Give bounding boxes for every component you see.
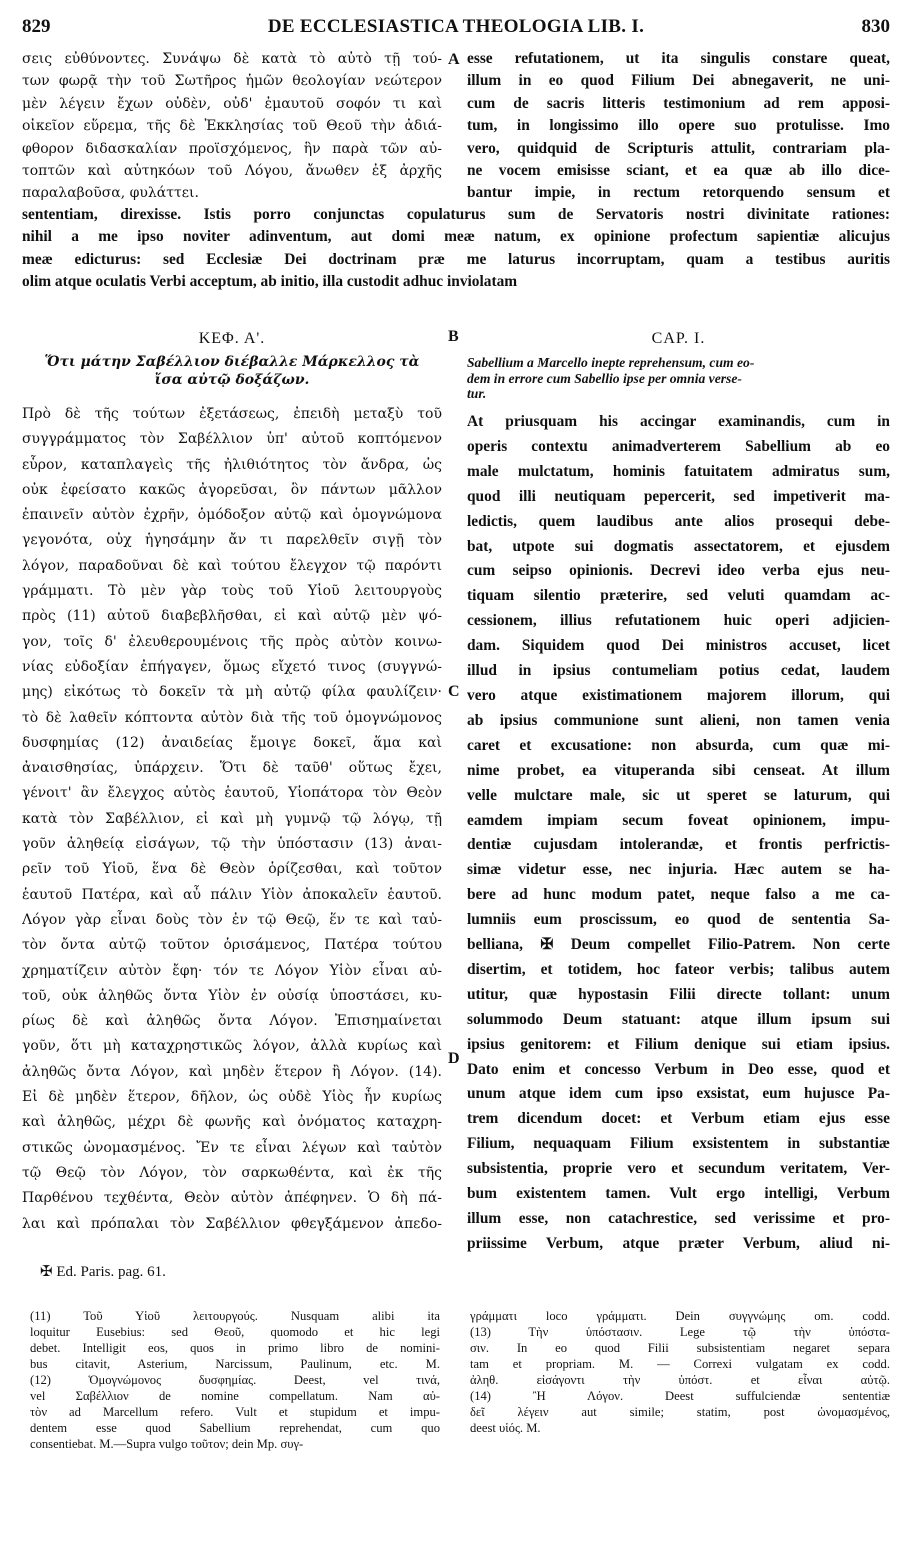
latin-line: cum seipso opinionis. Decrevi ideo verba ejus neu-: [467, 562, 890, 580]
top-greek-paragraph: [22, 48, 442, 205]
margin-marker-c: C: [448, 683, 460, 700]
running-header: [22, 16, 890, 42]
greek-line: γοῦν, ὅτι μὴ καταχρηστικῶς λόγον, ἀλλὰ κυρίως καὶ: [22, 1038, 442, 1055]
latin-line: dentiæ cujusdam intolerandæ, et frontis perfrictis-: [467, 836, 890, 854]
footnote-line: (12) Ὁμογνώμονος δυσφημίας. Deest, vel τινά,: [30, 1373, 440, 1387]
footnote-line: (11) Τοῦ Υἱοῦ λειτουργούς. Nusquam alibi ita: [30, 1309, 440, 1323]
footnotes-left: [30, 1308, 440, 1452]
greek-line: συγγράμματος τὸν Σαβέλλιον ὑπ' αὐτοῦ κοπτόμενον: [22, 431, 442, 448]
footnote-line: γράμματι loco γράμματι. Dein συγγνώμης om. codd.: [470, 1309, 890, 1323]
latin-line: illud in ipsius contumeliam potius cedat, laudem: [467, 662, 890, 680]
latin-line: vero atque existimationem majorem illorum, qui: [467, 686, 890, 704]
latin-text-column: [467, 410, 890, 1257]
title-line: Sabellium a Marcello inepte reprehensum, cum eo-: [467, 355, 755, 370]
latin-line: At priusquam his accingar examinandis, cum in: [467, 413, 890, 430]
latin-line: bum existentem tamen. Vult ergo intelligi, Verbum: [467, 1185, 890, 1203]
latin-line: bantur impie, in rectum retorquendo sensum et: [467, 184, 890, 202]
footnote-line: (13) Τὴν ὑπόστασιν. Lege τῷ τὴν ὑπόστα-: [470, 1325, 890, 1339]
greek-line: στικῶς ὠνομασμένος. Ἔν τε εἶναι λέγων καὶ ταὐτὸν: [22, 1139, 442, 1156]
latin-line: dam. Siquidem quod Dei ministros accuset, licet: [467, 637, 890, 655]
greek-line: Πρὸ δὲ τῆς τούτων ἐξετάσεως, ἐπειδὴ μεταξὺ τοῦ: [22, 406, 442, 422]
greek-line: οἰκεῖον εὕρεμα, τῆς δὲ Ἐκκλησίας τοῦ Θεοῦ τὴν ἀδιά-: [22, 118, 442, 135]
latin-line: utitur, quæ hypostasin Filii directe tollant: unum: [467, 985, 890, 1003]
greek-line: τοῦ, οὐκ ἀληθῶς ὄντα Υἱὸν ἐν οὐσίᾳ ὑποστάσει, κυ-: [22, 987, 442, 1004]
latin-line: caret et excusatione: non absurda, cum quæ mi-: [467, 736, 890, 754]
greek-line: των φωρᾷ τὴν τοῦ Σωτῆρος ἡμῶν θεολογίαν νεώτερον: [22, 73, 442, 90]
footnote-line: δεῖ λέγειν aut simile; statim, post ὠνομασμένος,: [470, 1405, 890, 1419]
latin-line: trem dicendum docet: et Verbum etiam ejus esse: [467, 1110, 890, 1128]
latin-line: Dato enim et concesso Verbum in Deo esse, quod et: [467, 1060, 890, 1078]
greek-line: παραλαβοῦσα, φυλάττει.: [22, 185, 199, 202]
footnote-line: (14) Ἢ Λόγον. Deest suffulciendæ sententiæ: [470, 1389, 890, 1403]
greek-line: ἑαυτοῦ Πατέρα, καὶ αὖ πάλιν Υἱὸν ἀποκαλεῖν ἑαυτοῦ.: [22, 886, 442, 903]
latin-line: belliana, ✠ Deum compellet Filio-Patrem. Non certe: [467, 936, 890, 954]
greek-line: μὲν λέγειν ἔχων οὐδὲν, οὐδ' ἐμαυτοῦ σοφόν τι καὶ: [22, 95, 442, 112]
greek-line: γένοιτ' ἂν ἔλεγχος αὐτὸς ἑαυτοῦ, Υἱοπάτορα τὸν Θεὸν: [22, 785, 442, 802]
latin-line: ne vocem emisisse sciant, et ea quæ ab illo dice-: [467, 162, 890, 180]
latin-line: vero, quidquid de Scripturis attulit, contrariam pla-: [467, 139, 890, 157]
footnote-line: σιν. In eo quod Filii subsistentiam negaret separa: [470, 1341, 890, 1355]
greek-line: γράμματι. Τὸ μὲν γὰρ τοὺς τοῦ Υἱοῦ λειτουργοὺς: [22, 583, 442, 600]
latin-line: ledictis, quem laudibus ante alios prosequi debe-: [467, 512, 890, 530]
footnote-line: consentiebat. M.—Supra vulgo τοῦτον; dein Mp. συγ-: [30, 1437, 304, 1451]
greek-line: ρεῖν τοῦ Υἱοῦ, ἕνα δὲ Θεὸν ὁρίζεσθαι, καὶ τοῦτον: [22, 861, 442, 878]
latin-line: illum in eo quod Filium Dei abnegaverit, ne uni-: [467, 72, 890, 90]
margin-marker-a: A: [448, 51, 460, 68]
latin-line: quod illi neutiquam pepercerit, sed impetiverit ma-: [467, 487, 890, 505]
latin-line: tum, in longissimo illo opere suo protulisse. Imo: [467, 117, 890, 135]
footnote-line: τὸν ad Marcellum refero. Vult et stupidum et impu-: [30, 1405, 440, 1419]
footnotes-right: [470, 1308, 890, 1436]
latin-line: nihil a me ipso noviter adinventum, aut domi meæ natum, ex opinione profectum sapientiæ alicujus: [22, 228, 890, 246]
latin-line: simæ videtur esse, nec injuria. Hæc autem se ha-: [467, 861, 890, 879]
full-width-latin-paragraph: [22, 204, 890, 294]
footnote-line: deest υἱός. M.: [470, 1421, 541, 1435]
footnote-line: dentem esse quod Sabellium reprehendat, cum quo: [30, 1421, 440, 1435]
greek-line: ἀναισθησίας, ὑπάρχειν. Ὅτι δὲ ταῦθ' οὕτως ἔχει,: [22, 760, 442, 777]
latin-line: tiquam silentio præterire, sed veluti quamdam ac-: [467, 587, 890, 605]
greek-line: Λόγον γὰρ εἶναι δοὺς τὸν ἐν τῷ Θεῷ, ἕν τε καὶ ταὐ-: [22, 911, 442, 928]
greek-line: κατὰ τὸν Σαβέλλιον, εἰ καὶ μὴ γυμνῷ τῷ λόγῳ, τῇ: [22, 810, 442, 827]
greek-line: ἐπαινεῖν αὐτὸν ἐχρῆν, ὁμόδοξον αὐτῷ καὶ ὁμογνώμονα: [22, 507, 442, 524]
greek-line: σεις εὐθύνοντες. Συνάψω δὲ κατὰ τὸ αὐτὸ τῇ τού-: [22, 51, 442, 67]
top-latin-paragraph: [467, 48, 890, 205]
latin-line: subsistentia, proprie vero et secundum veritatem, Ver-: [467, 1160, 890, 1178]
greek-text-column: [22, 402, 442, 1237]
latin-line: unum atque idem cum ipso exsistat, eum hujusce Pa-: [467, 1085, 890, 1103]
latin-line: sententiam, direxisse. Istis porro conjunctas copulaturus sum de Servatoris nostri divinitate rationes:: [22, 206, 890, 223]
greek-line: τῷ Θεῷ τὸν Λόγον, τὸν σαρκωθέντα, καὶ ἐκ τῆς: [22, 1164, 442, 1181]
greek-line: οὐκ ἐφείσατο κακῶς ἀγορεῦσαι, ὃν πάντων μᾶλλον: [22, 481, 442, 498]
latin-line: ab ipsius communione sunt alieni, non tamen venia: [467, 711, 890, 729]
footnote-line: vel Σαβέλλιον de nomine compellatum. Nam αὐ-: [30, 1389, 440, 1403]
margin-marker-d: D: [448, 1050, 460, 1067]
latin-line: operis contextu animadverterem Sabellium ab eo: [467, 437, 890, 455]
edition-note: ✠ Ed. Paris. pag. 61.: [40, 1264, 166, 1280]
latin-line: bat, utpote sui dogmatis assectatorem, et ejusdem: [467, 537, 890, 555]
latin-line: olim atque oculatis Verbi acceptum, ab initio, illa custodit adhuc inviolatam: [22, 273, 518, 291]
greek-line: γοῦν ἀληθείᾳ εἰσάγων, τῷ τὴν ὑπόστασιν (13) ἀναι-: [22, 836, 442, 853]
footnote-line: tam et propriam. M. — Correxi vulgatam ex codd.: [470, 1357, 890, 1371]
latin-line: male mulctatum, hominis fatuitatem admiratus sum,: [467, 462, 890, 480]
latin-line: velle mulctare male, sic ut speret se laturum, qui: [467, 786, 890, 804]
greek-line: χρηματίζειν αὐτὸν ἔφη· τόν τε Λόγον Υἱὸν εἶναι αὐ-: [22, 962, 442, 979]
latin-line: bere ad hunc modum patet, neque falso a me ca-: [467, 886, 890, 904]
greek-line: τοπτῶν καὶ αὐτηκόων τοῦ Λόγου, ἄνωθεν ἐξ ἀρχῆς: [22, 163, 442, 180]
footnote-line: bus citavit, Asterium, Narcissum, Paulinum, etc. M.: [30, 1357, 440, 1371]
greek-line: πρὸς (11) αὐτοῦ διαβεβλῆσθαι, εἰ καὶ αὐτῷ μὲν ψό-: [22, 608, 442, 625]
latin-line: solummodo Deum statuant: atque illum ipsum sui: [467, 1010, 890, 1028]
footnote-line: ἀληθ. εἰσάγοντι τὴν ὑπόστ. et εἶναι αὐτῷ.: [470, 1373, 890, 1387]
greek-line: εὗρον, καταπλαγεὶς τῆς ἠλιθιότητος τὸν ἄνδρα, ὡς: [22, 456, 442, 473]
greek-line: Εἰ δὲ μηδὲν ἕτερον, δῆλον, ὡς οὐδὲ Υἱὸς ἦν κυρίως: [22, 1089, 442, 1106]
page-number-left: 829: [22, 16, 51, 37]
title-line: dem in errore cum Sabellio ipse per omnia verse-: [467, 370, 742, 386]
latin-line: cessionem, illius refutationem huic operi adjicien-: [467, 612, 890, 630]
latin-line: eamdem impiam secum foveat opinionem, impu-: [467, 811, 890, 829]
greek-chapter-title: [22, 353, 442, 389]
greek-line: τὸ δὲ λαθεῖν κόπτοντα αὐτὸν διὰ τῆς τοῦ ὁμογνώμονος: [22, 709, 442, 726]
latin-line: ipsius genitorem: et Filium denique sui etiam ipsius.: [467, 1035, 890, 1053]
greek-line: ρίως δὲ καὶ ἀληθῶς ὄντα Λόγον. Ἐπισημαίνεται: [22, 1013, 442, 1030]
greek-line: γεγονότα, οὐχ ἡγησάμην ἄν τι παρελθεῖν σιγῇ τὸν: [22, 532, 442, 549]
latin-line: nime probet, ea vituperanda sibi censeat. At illum: [467, 761, 890, 779]
latin-line: illum esse, non catachrestice, sed verissime et pro-: [467, 1210, 890, 1227]
greek-line: λόγον, παραδοῦναι δὲ καὶ τούτου ἔλεγχον τῷ παρόντι: [22, 557, 442, 574]
greek-line: δυσφημίας (12) ἀναιδείας ἔμοιγε δοκεῖ, ἅμα καὶ: [22, 734, 442, 751]
greek-line: νίας εὐδοξίαν ἐπήγαγεν, ὅμως εἴχετό τινος (συγγνώ-: [22, 658, 442, 675]
latin-chapter-title: [467, 355, 890, 402]
margin-marker-b: B: [448, 328, 459, 345]
greek-line: Παρθένου τεχθέντα, Θεὸν αὐτὸν ἀπέφηνεν. Ὁ δὴ πά-: [22, 1190, 442, 1207]
title-line: ἴσα αὐτῷ δοξάζων.: [154, 372, 310, 388]
greek-line: φθορον διδασκαλίαν προϊσχόμενος, ἣν παρὰ τῶν αὐ-: [22, 140, 442, 157]
latin-line: esse refutationem, ut ita singulis constare queat,: [467, 50, 890, 67]
title-line: tur.: [467, 386, 487, 401]
latin-line: lumniis eum proscissum, eo quod de sententia Sa-: [467, 911, 890, 929]
greek-line: λαι καὶ πρόπαλαι τὸν Σαβέλλιον φθεγξάμενον ἀπεδο-: [22, 1215, 442, 1232]
greek-line: ἀληθῶς ὄντα Λόγον, καὶ μηδὲν ἕτερον ἢ Λόγον. (14).: [22, 1063, 442, 1080]
page-number-right: 830: [861, 16, 890, 37]
greek-chapter-heading: ΚΕΦ. Α'.: [198, 330, 266, 347]
latin-line: cum de sacris litteris testimonium ad rem apposi-: [467, 94, 890, 112]
footnote-line: loquitur Eusebius: sed Θεοῦ, quomodo et hic legi: [30, 1325, 440, 1339]
latin-line: meæ edicturus: sed Ecclesiæ Dei doctrinam præ me laturus incorruptam, quam a testibus auritis: [22, 250, 890, 268]
greek-line: γον, τοῖς δ' ἐλευθερουμένοις τῆς πρὸς αὐτὸν κοινω-: [22, 633, 442, 650]
footnote-line: debet. Intelligit eos, quos in primo libro de nomini-: [30, 1341, 440, 1355]
running-title: DE ECCLESIASTICA THEOLOGIA LIB. I.: [267, 16, 645, 37]
title-line: Ὅτι μάτην Σαβέλλιον διέβαλλε Μάρκελλος τὰ: [44, 354, 420, 370]
latin-line: disertim, et totidem, hoc fateor verbis; talibus autem: [467, 960, 890, 978]
latin-line: priissime Verbum, atque præter Verbum, aliud ni-: [467, 1234, 890, 1252]
greek-line: καὶ ἀληθῶς, μέχρι δὲ φωνῆς καὶ ὀνόματος καταχρη-: [22, 1114, 442, 1131]
greek-line: μης) εἰκότως τὸ δοκεῖν τὰ μὴ αὐτῷ φίλα φαυλίζειν·: [22, 684, 442, 701]
greek-line: τὸν ὄντα αὐτῷ τοῦτον ὁρισάμενος, Πατέρα τούτου: [22, 937, 442, 954]
latin-line: Filium, nequaquam Filium exsistentem in substantiæ: [467, 1135, 890, 1153]
latin-chapter-heading: CAP. I.: [651, 330, 706, 347]
